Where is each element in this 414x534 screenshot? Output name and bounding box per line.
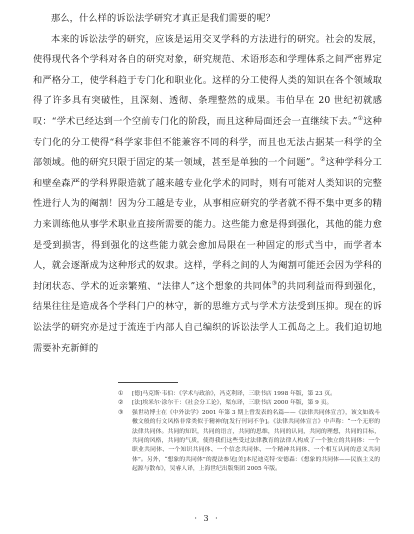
body-text — [33, 9, 382, 359]
footnote-3-text: 强世功博士在《中外法学》2001 年第 3 期上曾发表的名篇——《法律共同体宣言》，该文如战斗檄文般的行文风格非常类似于精神的[发行刊词不争]。《法律共同体宣言》中声称：“一个无形的法律共同体。共同的知识，共同的语言，共同的思维，共同的认同，共同的理想，共同的目标，共同的风格，共同的气质，使得我们这些受过法律教育的法律人构成了一个独立的共同体：一个职业共同体、一个知识共同体、一个信念共同体、一个精神共同体、一个相互认同的意义共同体”。另外，“想象的共同体”的提法参见[美]本尼迪克特·安德森：《想象的共同体——民族主义的起源与散布》，吴睿人译，上海世纪出版集团 2005 年版。 — [132, 409, 380, 473]
footnote-ref-1[interactable]: ① — [357, 114, 364, 122]
page-number: · 3 · — [194, 514, 220, 523]
footnote-ref-3[interactable]: ③ — [271, 279, 278, 287]
paragraph-2 — [33, 30, 382, 360]
footnote-3 — [118, 409, 380, 475]
paragraph-2-text-b: 这种专门化的分工使得“科学家非但不能兼容不同的科学，而且也无法占据某一科学的全部领域。他的研究只限于固定的某一领域，甚至是单独的一个问题”。 — [33, 115, 382, 169]
paragraph-2-text-c: 这种学科分工和壁垒森严的学科界限造就了越来越专业化学术的同时，则有可能对人类知识的完整性进行人为的阉割！因为分工越是专业，从事相应研究的学者就不得不集中更多的精力来训练他从事学术职业直接所需要的能力。这些能力愈是得到强化，其他的能力愈是受到损害，得到强化的这些能力就会愈加局限在一种固定的形式当中，而学者本人，就会逐渐成为这种形式的奴隶。这样，学科之间的人为阉割可能还会因为学科的封闭状态、学术的近亲繁殖、“法律人”这个想象的共同体 — [33, 157, 382, 292]
footnote-2 — [118, 399, 380, 408]
paragraph-2-text-d: 的共同利益而得到强化，结果往往是造成各个学科门户的林守，新的思维方式与学术方法受到压抑。现在的诉讼法学的研究亦是过于流连于内部人自己编织的诉讼法学人工孤岛之上。我们迫切地需要补充新鲜的 — [33, 280, 382, 354]
paragraph-1 — [33, 9, 382, 30]
footnote-2-mark: ② — [118, 400, 124, 407]
footnotes — [118, 390, 380, 475]
footnote-1-mark: ① — [118, 391, 124, 397]
footnote-1 — [118, 390, 380, 399]
footnote-divider — [118, 382, 178, 383]
footnote-3-mark: ③ — [118, 409, 124, 416]
footnote-2-text: [法]埃米尔·涂尔干：《社会分工论》，渠东译，三联书店 2000 年版，第 9 页。 — [132, 400, 333, 407]
paragraph-1-text: 那么，什么样的诉讼法学研究才真正是我们需要的呢？ — [51, 13, 276, 24]
paragraph-2-text-a: 本来的诉讼法学的研究，应该是运用交叉学科的方法进行的研究。社会的发展，使得现代各个学科对各自的研究对象，研究规范、术语形态和学理体系之间严密界定和严格分工，使学科趋于专门化和职业化。这样的分工使得人类的知识在各个领域取得了许多具有突破性，且深刻、透彻、条理整然的成果。韦伯早在 20 世纪初就感叹：“学术已经达到一个空前专门化的阶段，而且这种局面还会一直继续下去。” — [33, 33, 382, 127]
footnote-1-text: [德]马克斯·韦伯：《学术与政治》，冯克利译，三联书店 1998 年版，第 23 页。 — [132, 391, 336, 397]
footnote-ref-2[interactable]: ② — [320, 156, 326, 164]
